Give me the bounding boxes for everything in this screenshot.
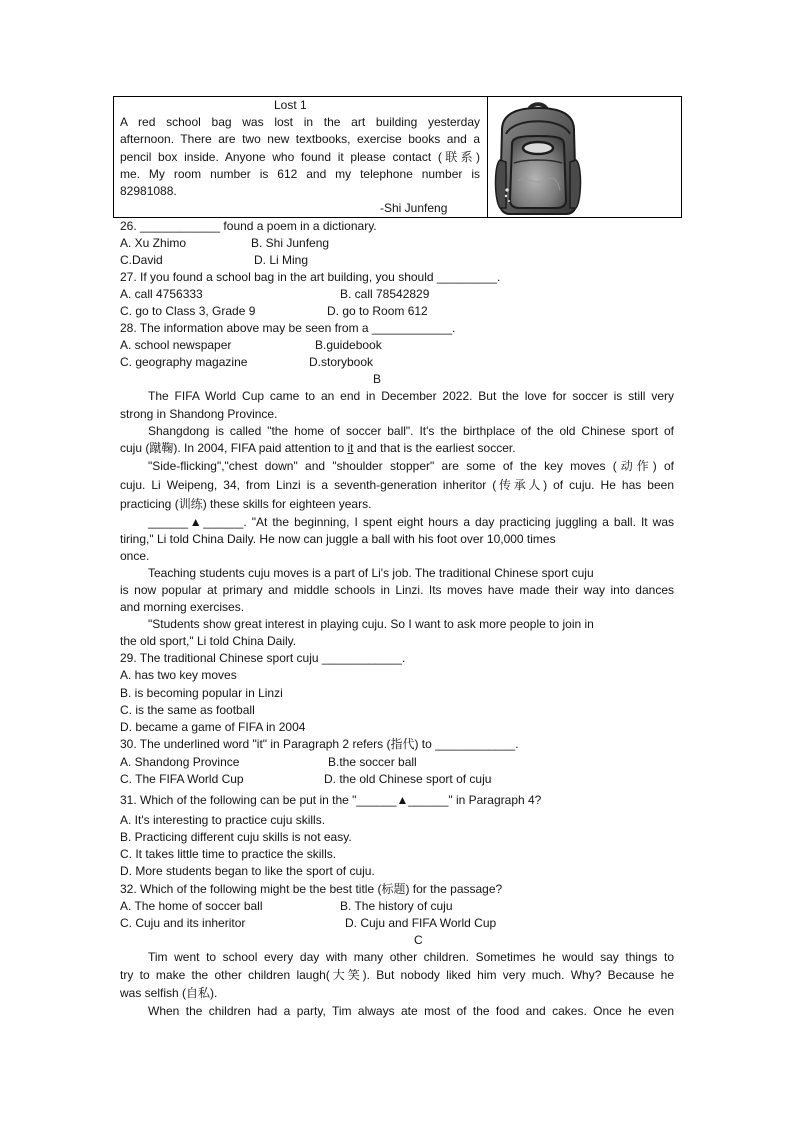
backpack-image bbox=[492, 100, 584, 216]
q28-option-b: B.guidebook bbox=[315, 338, 382, 353]
passage-b-line: strong in Shandong Province. bbox=[120, 406, 278, 421]
lost-notice-line: pencil box inside. Anyone who found it please contact (联系) bbox=[120, 149, 480, 164]
passage-c-line: Tim went to school every day with many other children. Sometimes he would say things to bbox=[148, 949, 674, 964]
underlined-word-it: it bbox=[347, 440, 354, 455]
q28-options-row bbox=[120, 337, 674, 354]
q28-stem: 28. The information above may be seen from a ____________. bbox=[120, 321, 456, 336]
q32-option-a: A. The home of soccer ball bbox=[120, 898, 263, 913]
q30-option-b: B.the soccer ball bbox=[328, 754, 417, 769]
q29-stem: 29. The traditional Chinese sport cuju ____________. bbox=[120, 651, 406, 666]
passage-b-line: tiring," Li told China Daily. He now can juggle a ball with his foot over 10,000 times bbox=[120, 531, 556, 546]
q31-option-d: D. More students began to like the sport of cuju. bbox=[120, 864, 375, 879]
q28-option-d: D.storybook bbox=[309, 355, 374, 370]
q27-options-row bbox=[120, 303, 674, 320]
passage-b-line bbox=[120, 440, 674, 457]
q27-option-a: A. call 4756333 bbox=[120, 286, 203, 301]
passage-b-line: "Students show great interest in playing cuju. So I want to ask more people to join in bbox=[148, 617, 594, 632]
lost-notice-line: afternoon. There are two new textbooks, exercise books and a bbox=[120, 132, 480, 147]
q27-option-c: C. go to Class 3, Grade 9 bbox=[120, 303, 256, 318]
q26-option-c: C.David bbox=[120, 252, 163, 267]
passage-b-line: and morning exercises. bbox=[120, 600, 245, 615]
q31-option-a: A. It's interesting to practice cuju skills. bbox=[120, 813, 326, 828]
lost-notice-picture-cell bbox=[488, 97, 681, 217]
lost-notice-title: Lost 1 bbox=[274, 98, 307, 112]
passage-b-line: The FIFA World Cup came to an end in December 2022. But the love for soccer is still very bbox=[148, 389, 674, 404]
q30-options-row bbox=[120, 771, 674, 788]
passage-c-heading: C bbox=[414, 932, 423, 947]
passage-b-line: once. bbox=[120, 548, 150, 563]
lost-notice-line: me. My room number is 612 and my telephone number is bbox=[120, 166, 480, 181]
q31-option-c: C. It takes little time to practice the skills. bbox=[120, 847, 337, 862]
passage-b-line: Teaching students cuju moves is a part of Li's job. The traditional Chinese sport cuju bbox=[148, 565, 594, 580]
q26-options-row bbox=[120, 252, 674, 269]
passage-b-line: the old sport," Li told China Daily. bbox=[120, 634, 297, 649]
q29-option-d: D. became a game of FIFA in 2004 bbox=[120, 719, 306, 734]
q28-options-row bbox=[120, 354, 674, 371]
q26-option-b: B. Shi Junfeng bbox=[251, 235, 330, 250]
q31-stem: 31. Which of the following can be put in the "______▲______" in Paragraph 4? bbox=[120, 793, 542, 808]
q26-options-row bbox=[120, 235, 674, 252]
passage-b-line: is now popular at primary and middle schools in Linzi. Its moves have made their way into dances bbox=[120, 582, 674, 597]
q26-stem: 26. ____________ found a poem in a dictionary. bbox=[120, 218, 377, 233]
q26-option-d: D. Li Ming bbox=[254, 252, 309, 267]
q32-options-row bbox=[120, 898, 674, 915]
q30-options-row bbox=[120, 754, 674, 771]
lost-notice-line: 82981088. bbox=[120, 183, 177, 198]
q32-options-row bbox=[120, 915, 674, 932]
passage-b-text: and that is the earliest soccer. bbox=[353, 440, 516, 455]
q28-option-c: C. geography magazine bbox=[120, 355, 248, 370]
passage-c-line: was selfish (自私). bbox=[120, 986, 218, 1001]
q30-option-a: A. Shandong Province bbox=[120, 754, 240, 769]
exam-content bbox=[120, 218, 674, 1021]
q32-option-b: B. The history of cuju bbox=[340, 898, 453, 913]
lost-notice-text-cell bbox=[114, 97, 488, 217]
q30-option-d: D. the old Chinese sport of cuju bbox=[324, 772, 492, 786]
passage-b-line: ______▲______. "At the beginning, I spent eight hours a day practicing juggling a ball. It was bbox=[148, 514, 674, 529]
passage-b-line: practicing (训练) these skills for eighteen years. bbox=[120, 496, 372, 511]
q27-option-b: B. call 78542829 bbox=[340, 286, 430, 301]
q29-option-c: C. is the same as football bbox=[120, 702, 255, 717]
q27-stem: 27. If you found a school bag in the art building, you should _________. bbox=[120, 269, 501, 284]
q32-stem: 32. Which of the following might be the best title (标题) for the passage? bbox=[120, 881, 503, 896]
lost-notice-table bbox=[113, 96, 682, 218]
q28-option-a: A. school newspaper bbox=[120, 338, 232, 353]
passage-b-line: cuju. Li Weipeng, 34, from Linzi is a seventh-generation inheritor (传承人) of cuju. He has been bbox=[120, 478, 674, 493]
q32-option-c: C. Cuju and its inheritor bbox=[120, 915, 246, 930]
q27-options-row bbox=[120, 286, 674, 303]
lost-notice-line: A red school bag was lost in the art building yesterday bbox=[120, 115, 480, 130]
q32-option-d: D. Cuju and FIFA World Cup bbox=[345, 915, 497, 930]
q30-option-c: C. The FIFA World Cup bbox=[120, 772, 244, 786]
q29-option-a: A. has two key moves bbox=[120, 668, 237, 683]
passage-b-line: "Side-flicking","chest down" and "shoulder stopper" are some of the key moves (动作) of bbox=[148, 459, 674, 474]
passage-c-line: When the children had a party, Tim always ate most of the food and cakes. Once he even bbox=[148, 1004, 674, 1019]
lost-notice-signature: -Shi Junfeng bbox=[380, 201, 448, 216]
q29-option-b: B. is becoming popular in Linzi bbox=[120, 685, 283, 700]
q30-stem: 30. The underlined word "it" in Paragraph 2 refers (指代) to ____________. bbox=[120, 736, 519, 751]
passage-b-heading: B bbox=[373, 372, 382, 387]
q31-option-b: B. Practicing different cuju skills is not easy. bbox=[120, 830, 352, 845]
passage-c-line: try to make the other children laugh(大笑). But nobody liked him very much. Why? Because he bbox=[120, 968, 674, 983]
q27-option-d: D. go to Room 612 bbox=[327, 303, 428, 318]
passage-b-text: cuju (蹴鞠). In 2004, FIFA paid attention to bbox=[120, 440, 348, 455]
q26-option-a: A. Xu Zhimo bbox=[120, 235, 187, 250]
passage-b-line: Shangdong is called "the home of soccer ball". It's the birthplace of the old Chinese sport of bbox=[148, 423, 674, 438]
